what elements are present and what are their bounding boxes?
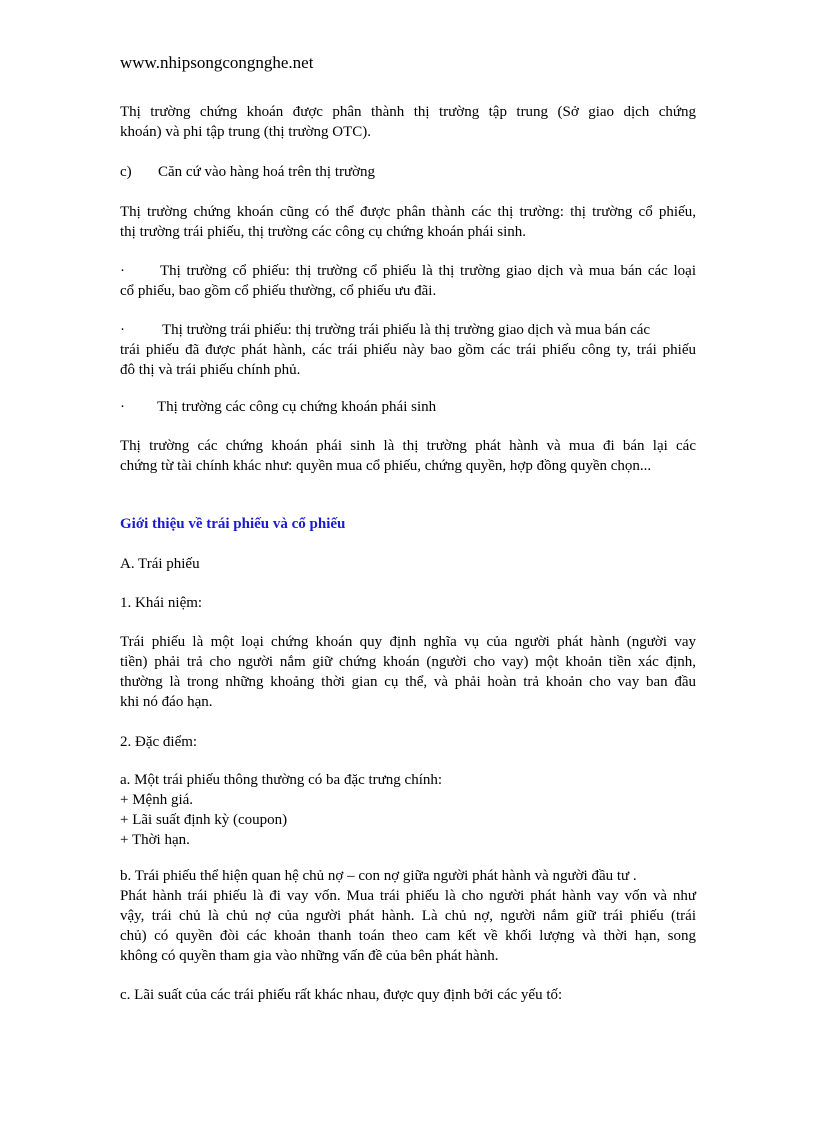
- text-line: chứng từ tài chính khác như: quyền mua cổ phiếu, chứng quyền, hợp đồng quyền chọn...: [120, 458, 652, 474]
- bullet-dot: ·: [120, 399, 125, 415]
- text-line: [120, 320, 696, 340]
- list-item: + Mệnh giá.: [120, 792, 194, 808]
- bullet-derivatives-market: [120, 397, 696, 417]
- subsection-features: 2. Đặc điểm:: [120, 734, 198, 750]
- paragraph-creditor-relation: [120, 866, 696, 966]
- text-line: [120, 261, 696, 281]
- section-heading: Giới thiệu về trái phiếu và cổ phiếu: [120, 516, 346, 532]
- bullet-text: Thị trường cổ phiếu: thị trường cổ phiếu là thị trường giao dịch và mua bán các loại: [160, 263, 696, 279]
- paragraph-derivatives: [120, 436, 696, 476]
- bullet-text: Thị trường trái phiếu: thị trường trái phiếu là thị trường giao dịch và mua bán các: [162, 322, 651, 338]
- bullet-bond-market: [120, 320, 696, 380]
- site-url-header: www.nhipsongcongnghe.net: [120, 53, 314, 72]
- text-line: b. Trái phiếu thể hiện quan hệ chủ nợ – con nợ giữa người phát hành và người đầu tư .: [120, 868, 637, 884]
- text-line: khoán) và phi tập trung (thị trường OTC).: [120, 124, 372, 140]
- text-line: Trái phiếu là một loại chứng khoán quy định nghĩa vụ của người phát hành (người vay: [120, 634, 696, 650]
- bullet-text: Thị trường các công cụ chứng khoán phái sinh: [157, 399, 437, 415]
- section-a-title: A. Trái phiếu: [120, 556, 200, 572]
- text-line: chủ) có quyền đòi các khoản thanh toán theo cam kết về khối lượng và thời hạn, song: [120, 928, 696, 944]
- text-line: vậy, trái chủ là chủ nợ của người phát hành. Là chủ nợ, người nắm giữ trái phiếu (trái: [120, 908, 696, 924]
- subsection-concept: 1. Khái niệm:: [120, 595, 203, 611]
- paragraph-interest-rates: c. Lãi suất của các trái phiếu rất khác nhau, được quy định bởi các yếu tố:: [120, 987, 563, 1003]
- text-line: Phát hành trái phiếu là đi vay vốn. Mua trái phiếu là cho người phát hành vay vốn và như: [120, 888, 696, 904]
- text-line: tiền) phải trả cho người nắm giữ chứng khoán (người cho vay) một khoản tiền xác định,: [120, 654, 696, 670]
- text-line: trái phiếu đã được phát hành, các trái phiếu này bao gồm các trái phiếu công ty, trái phiếu: [120, 342, 696, 358]
- bullet-dot: ·: [120, 322, 125, 338]
- paragraph-exchange-types: [120, 102, 696, 142]
- text-line: Thị trường chứng khoán được phân thành thị trường tập trung (Sở giao dịch chứng: [120, 104, 696, 120]
- section-c-label: c): [120, 164, 132, 180]
- text-line: Thị trường các chứng khoán phái sinh là thị trường phát hành và mua đi bán lại các: [120, 438, 696, 454]
- list-item: + Thời hạn.: [120, 832, 190, 848]
- paragraph-market-classification: [120, 202, 696, 242]
- section-c-heading: [120, 162, 696, 182]
- text-line: không có quyền tham gia vào những vấn đề của bên phát hành.: [120, 948, 499, 964]
- section-c-text: Căn cứ vào hàng hoá trên thị trường: [158, 164, 376, 180]
- list-bond-characteristics: [120, 770, 696, 850]
- text-line: Thị trường chứng khoán cũng có thể được phân thành các thị trường: thị trường cổ phiếu,: [120, 204, 696, 220]
- text-line: thường là trong những khoảng thời gian cụ thể, và phải hoàn trả khoản cho vay ban đầu: [120, 674, 696, 690]
- list-item: + Lãi suất định kỳ (coupon): [120, 812, 288, 828]
- list-item: a. Một trái phiếu thông thường có ba đặc trưng chính:: [120, 772, 443, 788]
- text-line: thị trường trái phiếu, thị trường các công cụ chứng khoán phái sinh.: [120, 224, 526, 240]
- bullet-stock-market: [120, 261, 696, 301]
- bullet-dot: ·: [120, 263, 125, 279]
- paragraph-bond-definition: [120, 632, 696, 712]
- text-line: khi nó đáo hạn.: [120, 694, 213, 710]
- text-line: đô thị và trái phiếu chính phủ.: [120, 362, 301, 378]
- text-line: cổ phiếu, bao gồm cổ phiếu thường, cổ phiếu ưu đãi.: [120, 283, 437, 299]
